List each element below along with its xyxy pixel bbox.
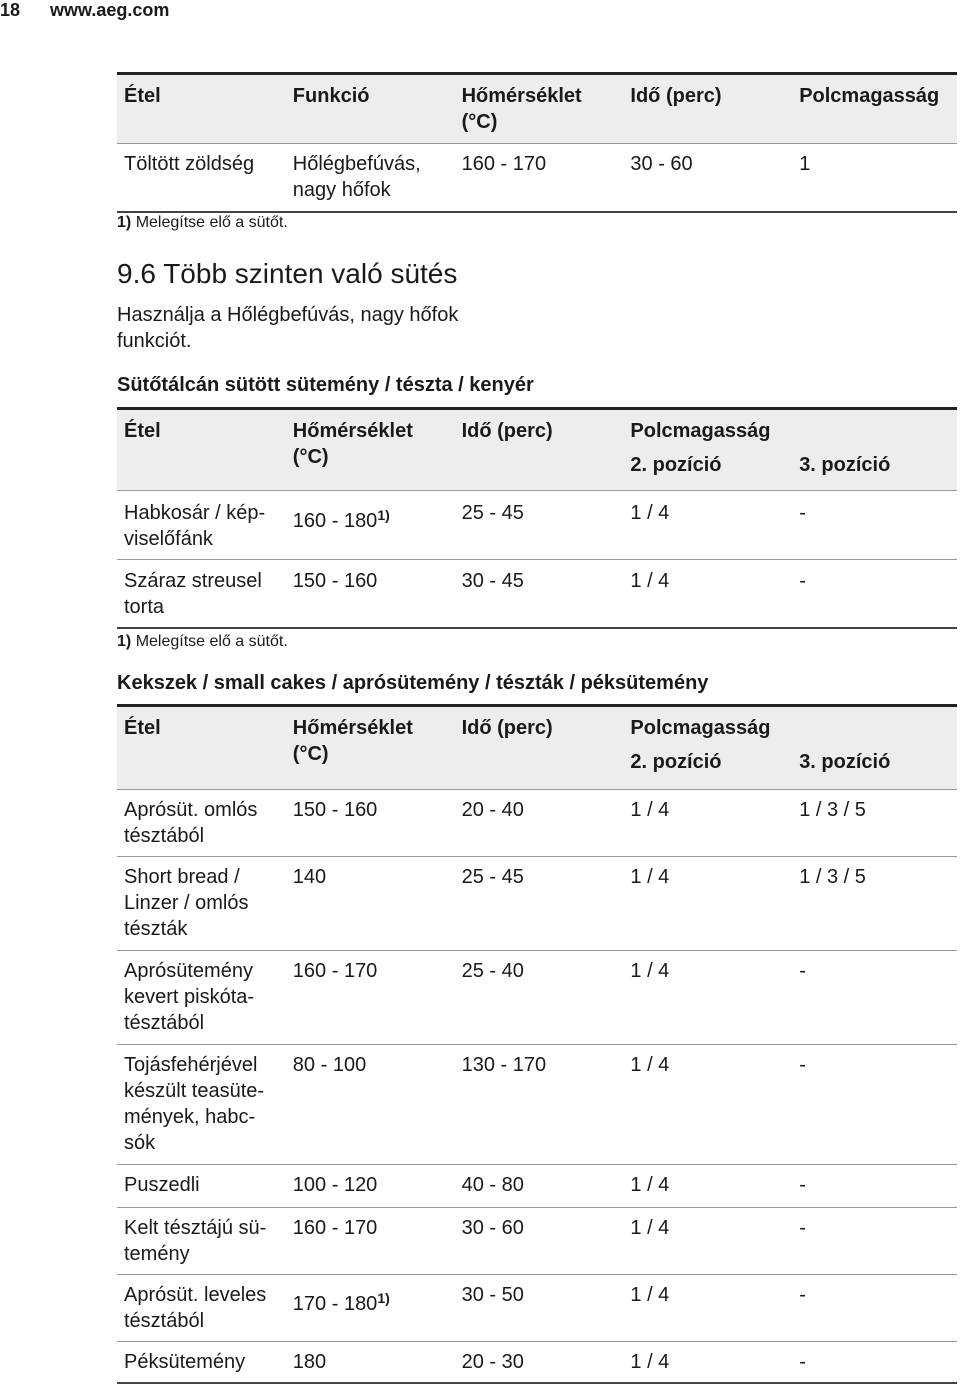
header-polcmagassag: Polcmagasság: [623, 409, 957, 453]
header-etel: Étel: [117, 74, 286, 144]
header-ido: Idő (perc): [455, 706, 624, 790]
header-homerseklet: Hőmérséklet (°C): [455, 74, 624, 144]
table-header-row: [117, 74, 957, 144]
header-pozicio-3: 3. pozíció: [792, 749, 957, 790]
table-sutotalca: [117, 407, 957, 629]
header-homerseklet: Hőmérséklet (°C): [286, 706, 455, 790]
section-title: 9.6 Több szinten való sütés: [117, 258, 458, 289]
header-ido: Idő (perc): [455, 409, 624, 491]
table-header-row: [117, 409, 957, 453]
header-ido: Idő (perc): [623, 74, 792, 144]
table-row: Aprósüt. leveles tésztából 170 - 180$^{1)}$ 30 - 50 1 / 4 -: [117, 1275, 957, 1342]
footnote: 1) Melegítse elő a sütőt.: [117, 633, 288, 650]
header-etel: Étel: [117, 409, 286, 491]
table-row: Tojásfehérjével készült teasütemények, habcsók 80 - 100 130 - 170 1 / 4 -: [117, 1045, 957, 1165]
table-kekszek: [117, 704, 957, 1384]
table-row: Short bread / Linzer / omlós tészták 140 25 - 45 1 / 4 1 / 3 / 5: [117, 857, 957, 951]
header-etel: Étel: [117, 706, 286, 790]
table-row: Habkosár / képviselőfánk 160 - 180$^{1)}$ 25 - 45 1 / 4 -: [117, 491, 957, 560]
table-title: Kekszek / small cakes / aprósütemény / tészták / péksütemény: [117, 672, 709, 694]
header-pozicio-3: 3. pozíció: [792, 452, 957, 491]
table-row: Aprósüt. omlós tésztából 150 - 160 20 - 40 1 / 4 1 / 3 / 5: [117, 790, 957, 857]
header-pozicio-2: 2. pozíció: [623, 749, 792, 790]
table-header-row: [117, 706, 957, 750]
table-row: Péksütemény 180 20 - 30 1 / 4 -: [117, 1342, 957, 1384]
site-url: www.aeg.com: [50, 0, 170, 20]
table-row: Kelt tésztájú sütemény 160 - 170 30 - 60 1 / 4 -: [117, 1208, 957, 1275]
header-polcmagassag: Polcmagasság: [623, 706, 957, 750]
table-row: Aprósütemény kevert piskótatésztából 160 - 170 25 - 40 1 / 4 -: [117, 951, 957, 1045]
page-number: 18: [0, 0, 21, 20]
footnote: 1) Melegítse elő a sütőt.: [117, 214, 288, 231]
header-polcmagassag: Polcmagasság: [792, 74, 957, 144]
table-row: Töltött zöldség Hőlégbefúvás, nagy hőfok 160 - 170 30 - 60 1: [117, 144, 957, 213]
header-homerseklet: Hőmérséklet (°C): [286, 409, 455, 491]
table-tolott-zoldseg: [117, 72, 957, 213]
header-pozicio-2: 2. pozíció: [623, 452, 792, 491]
section-text: Használja a Hőlégbefúvás, nagy hőfok funkciót.: [117, 304, 459, 352]
table-title: Sütőtálcán sütött sütemény / tészta / kenyér: [117, 374, 534, 396]
header-funkcio: Funkció: [286, 74, 455, 144]
table-row: Száraz streusel torta 150 - 160 30 - 45 1 / 4 -: [117, 560, 957, 629]
table-row: Puszedli 100 - 120 40 - 80 1 / 4 -: [117, 1165, 957, 1208]
